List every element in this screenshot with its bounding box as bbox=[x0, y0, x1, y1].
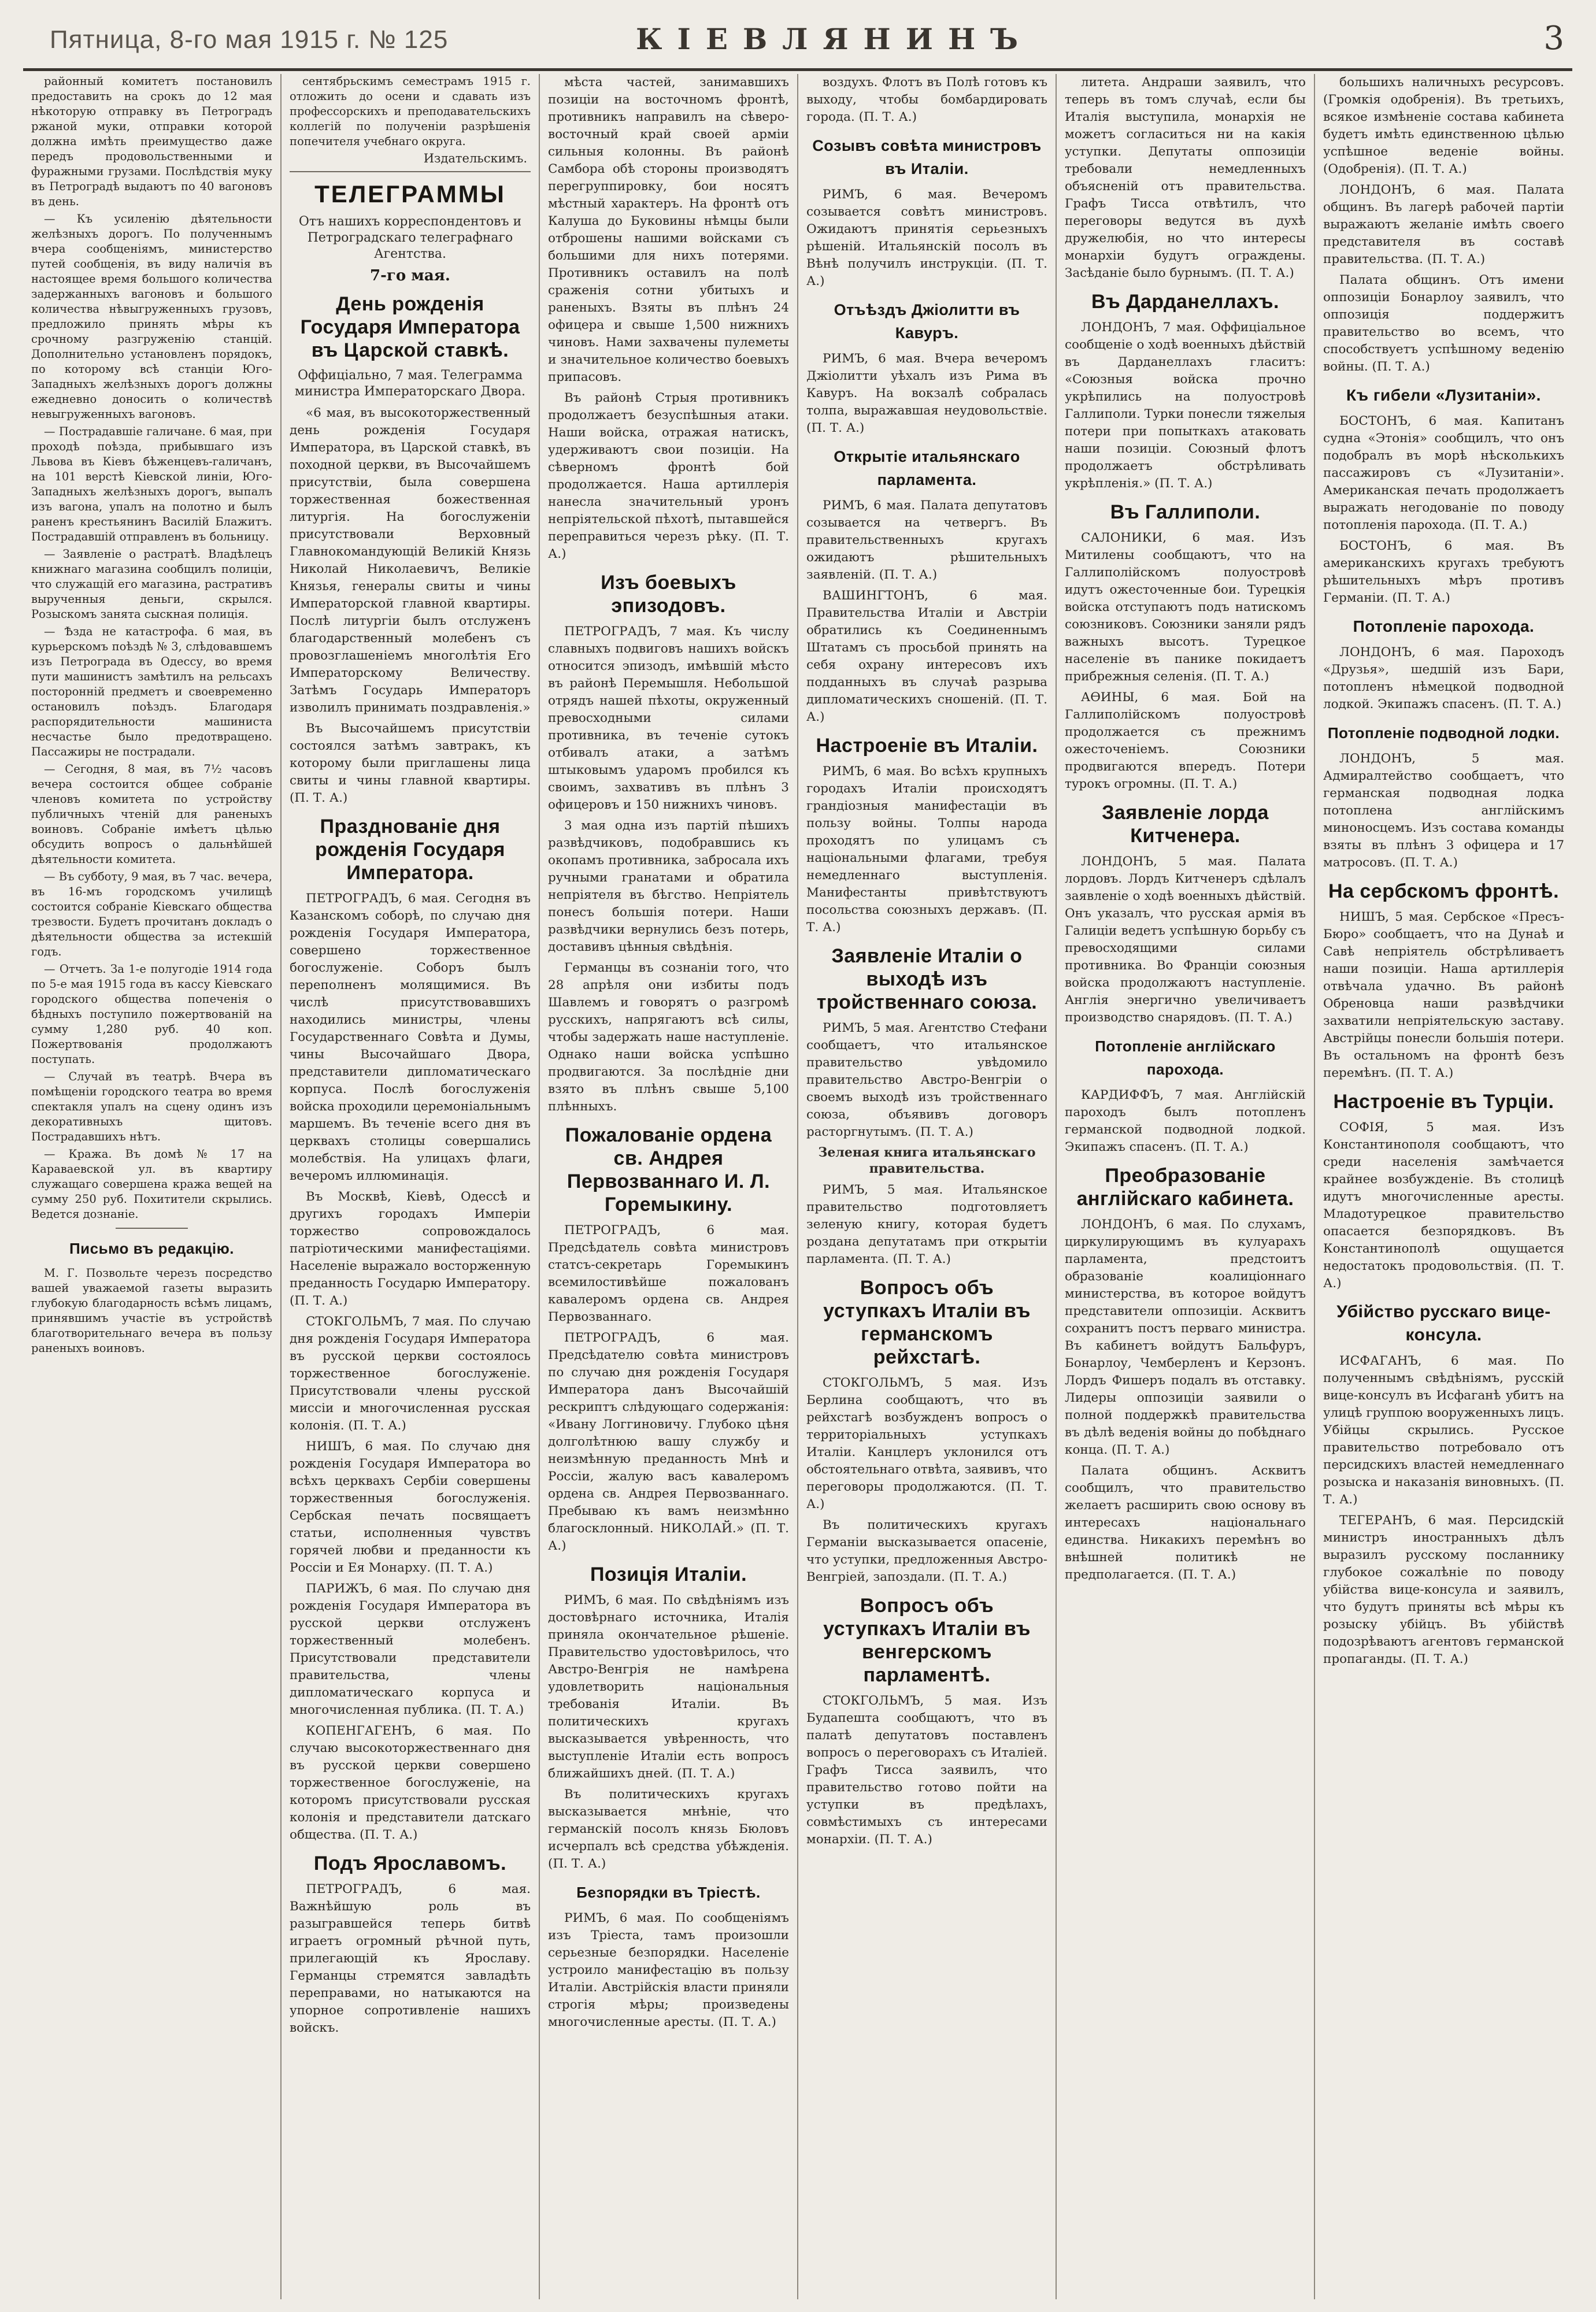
headline: Потопленіе подводной лодки. bbox=[1327, 724, 1560, 742]
article-paragraph: — Случай въ театрѣ. Вчера въ помѣщеніи городского театра во время спектакля упалъ на сцену одинъ изъ декоративныхъ щитовъ. Пострадавшихъ нѣтъ. bbox=[31, 1070, 272, 1143]
article-paragraph: РИМЪ, 6 мая. По свѣдѣніямъ изъ достовѣрнаго источника, Италія приняла окончательное рѣшеніе. Правительство удостовѣрилось, что Австро-Венгрія не намѣрена удовлетворить національныя требованія Италіи. Въ политическихъ кругахъ высказывается увѣренность, что выступленіе Италіи есть вопросъ ближайшихъ дней. (П. Т. А.) bbox=[548, 1593, 789, 1781]
article-paragraph: Германцы въ сознаніи того, что 28 апрѣля они избиты подъ Шавлемъ и говорятъ о разгромѣ русскихъ, напрягаютъ всѣ силы, чтобы задержать наше наступленіе. Однако наши войска успѣшно продвигаются. За послѣдніе дни взято въ плѣнъ свыше 5,100 плѣнныхъ. bbox=[548, 961, 789, 1114]
article-paragraph: РИМЪ, 6 мая. Вечеромъ созывается совѣтъ министровъ. Ожидаютъ принятія серьезныхъ рѣшеній. Итальянскій посолъ въ Вѣнѣ получилъ инструкціи. (П. Т. А.) bbox=[806, 187, 1047, 288]
subheadline: Зеленая книга итальянскаго правительства. bbox=[818, 1145, 1036, 1176]
article-paragraph: ЛОНДОНЪ, 5 мая. Адмиралтейство сообщаетъ, что германская подводная лодка потоплена англійскимъ миноносцемъ. Изъ состава команды взяты въ плѣнъ 3 офицера и 17 матросовъ. (П. Т. А.) bbox=[1323, 751, 1564, 870]
column-3 bbox=[540, 74, 798, 2299]
article-paragraph: литета. Андраши заявилъ, что теперь въ томъ случаѣ, если бы Италія выступила, монархія не можетъ согласиться ни на какія уступки. Депутаты оппозиціи требовали немедленныхъ объясненій отъ правительства. Графъ Тисса отвѣтилъ, что переговоры ведутся въ духѣ дружелюбія, но что интересы монархіи будутъ ограждены. Засѣданіе было бурнымъ. (П. Т. А.) bbox=[1065, 75, 1306, 280]
article-paragraph: НИШЪ, 6 мая. По случаю дня рожденія Государя Императора во всѣхъ церквахъ Сербіи совершены торжественныя богослуженія. Сербская печать посвящаетъ статьи, исполненныя чувствъ горячей любви и преданности къ Россіи и Ея Монарху. (П. Т. А.) bbox=[290, 1439, 531, 1575]
dateline: 7-го мая. bbox=[370, 267, 450, 284]
headline: Вопросъ объ уступкахъ Италіи въ венгерскомъ парламентѣ. bbox=[823, 1595, 1031, 1686]
article-paragraph: РИМЪ, 6 мая. Палата депутатовъ созывается на четвергъ. Въ правительственныхъ кругахъ ожидаютъ рѣшительныхъ заявленій. (П. Т. А.) bbox=[806, 498, 1047, 582]
headline: Въ Дарданеллахъ. bbox=[1091, 291, 1280, 313]
headline: День рожденія Государя Императора въ Царской ставкѣ. bbox=[300, 293, 520, 361]
article-paragraph: ПЕТРОГРАДЪ, 6 мая. Важнѣйшую роль въ разыгравшейся теперь битвѣ играетъ огромный рѣчной путь, прилегающій къ Ярославу. Германцы стремятся завладѣть переправами, но натыкаются на упорное сопротивленіе нашихъ войскъ. bbox=[290, 1882, 531, 2035]
article-paragraph: — Отчетъ. За 1-е полугодіе 1914 года по 5-е мая 1915 года въ кассу Кіевскаго городского общества попеченія о бѣдныхъ поступило пожертвованій на сумму 1,280 руб. 40 коп. Пожертвованія продолжаютъ поступать. bbox=[31, 962, 272, 1066]
headline: Въ Галлиполи. bbox=[1110, 501, 1261, 523]
divider bbox=[116, 1228, 188, 1229]
column-1 bbox=[23, 74, 282, 2299]
article-paragraph: Палата общинъ. Асквитъ сообщилъ, что правительство желаетъ расширить свою основу въ интересахъ національнаго единства. Никакихъ перемѣнъ во внѣшней политикѣ не предполагается. (П. Т. А.) bbox=[1065, 1463, 1306, 1582]
article-paragraph: — Заявленіе о растратѣ. Владѣлецъ книжнаго магазина сообщилъ полиціи, что служащій его магазина, растративъ вырученныя деньги, скрылся. Розыскомъ занята сыскная полиція. bbox=[31, 547, 272, 621]
headline: Позиція Италіи. bbox=[590, 1563, 747, 1585]
headline: Празднованіе дня рожденія Государя Императора. bbox=[315, 816, 505, 884]
headline: Безпорядки въ Тріестѣ. bbox=[576, 1884, 761, 1901]
article-paragraph: ЛОНДОНЪ, 7 мая. Оффиціальное сообщеніе о ходѣ военныхъ дѣйствій въ Дарданеллахъ гласитъ: «Союзныя войска прочно укрѣпились на полуостровѣ Галлиполи. Турки понесли тяжелыя потери при попыткахъ атаковать наши позиціи. Союзный флотъ продолжаетъ обстрѣливать укрѣпленія.» (П. Т. А.) bbox=[1065, 320, 1306, 491]
article-paragraph: мѣста частей, занимавшихъ позиціи на восточномъ фронтѣ, противникъ направилъ на сѣверо-восточный край своей арміи сильныя колонны. Въ районѣ Самбора обѣ стороны производятъ перегруппировку, бои носятъ мѣстный характеръ. На фронтѣ отъ Калуша до Буковины нѣмцы были отброшены нашими войсками съ большими для нихъ потерями. Противникъ оставилъ на полѣ сраженія сотни убитыхъ и раненыхъ. Взяты въ плѣнъ 24 офицера и свыше 1,500 нижнихъ чиновъ. Нами захвачены пулеметы и значительное количество боевыхъ припасовъ. bbox=[548, 75, 789, 384]
headline: Созывъ совѣта министровъ въ Италіи. bbox=[812, 137, 1042, 177]
headline: Потопленіе англійскаго парохода. bbox=[1095, 1038, 1276, 1078]
article-paragraph: Въ Высочайшемъ присутствіи состоялся затѣмъ завтракъ, къ которому были приглашены лица свиты и чины главной квартиры. (П. Т. А.) bbox=[290, 721, 531, 805]
article-paragraph: большихъ наличныхъ ресурсовъ. (Громкія одобренія). Въ третьихъ, всякое измѣненіе состава кабинета будетъ имѣть единственною цѣлью успѣшное веденіе войны. (Одобренія). (П. Т. А.) bbox=[1323, 75, 1564, 176]
article-paragraph: СТОКГОЛЬМЪ, 5 мая. Изъ Берлина сообщаютъ, что въ рейхстагѣ возбужденъ вопросъ о территоріальныхъ уступкахъ Италіи. Канцлеръ уклонился отъ обстоятельнаго отвѣта, заявивъ, что переговоры продолжаются. (П. Т. А.) bbox=[806, 1376, 1047, 1511]
article-paragraph: ПЕТРОГРАДЪ, 7 мая. Къ числу славныхъ подвиговъ нашихъ войскъ относится эпизодъ, имѣвшій мѣсто въ районѣ Перемышля. Небольшой отрядъ нашей пѣхоты, окруженный превосходными силами противника, въ теченіе сутокъ отбивалъ атаки, а затѣмъ штыковымъ ударомъ пробился къ своимъ, захвативъ въ плѣнъ 3 офицеровъ и 150 нижнихъ чиновъ. bbox=[548, 624, 789, 812]
section-title: ТЕЛЕГРАММЫ bbox=[314, 180, 506, 208]
headline: Изъ боевыхъ эпизодовъ. bbox=[601, 572, 736, 617]
article-paragraph: ЛОНДОНЪ, 6 мая. Пароходъ «Друзья», шедшій изъ Бари, потопленъ нѣмецкой подводной лодкой. Экипажъ спасенъ. (П. Т. А.) bbox=[1323, 645, 1564, 712]
article-paragraph: СОФІЯ, 5 мая. Изъ Константинополя сообщаютъ, что среди населенія замѣчается крайнее возбужденіе. Въ столицѣ идутъ многочисленные аресты. Младотурецкое правительство опасается безпорядковъ. Въ Константинополѣ ощущается недостатокъ продовольствія. (П. Т. А.) bbox=[1323, 1120, 1564, 1291]
article-paragraph: Въ районѣ Стрыя противникъ продолжаетъ безуспѣшныя атаки. Наши войска, отражая натискъ, удерживаютъ свои позиціи. На сѣверномъ фронтѣ бой продолжается. Наша артиллерія нанесла значительный уронъ непріятельской пѣхотѣ, пытавшейся переправиться черезъ рѣку. (П. Т. А.) bbox=[548, 391, 789, 561]
headline: Потопленіе парохода. bbox=[1353, 617, 1535, 635]
article-paragraph: — Въ субботу, 9 мая, въ 7 час. вечера, въ 16-мъ городскомъ училищѣ состоится собраніе Кіевскаго общества трезвости. Будетъ прочитанъ докладъ о дѣятельности общества за истекшій годъ. bbox=[31, 870, 272, 958]
article-paragraph: — Къ усиленію дѣятельности желѣзныхъ дорогъ. По полученнымъ вчера сообщеніямъ, министерство путей сообщенія, въ виду наличія въ настоящее время большого количества задержанныхъ вагоновъ и большого количества нѣвыгруженныхъ грузовъ, предложило принять мѣры къ срочному разгруженію станцій. Дополнительно установленъ порядокъ, по которому всѣ станціи Юго-Западныхъ желѣзныхъ дорогъ должны ежедневно доносить о количествѣ невыгруженныхъ вагоновъ. bbox=[31, 212, 272, 421]
headline: Открытіе итальянскаго парламента. bbox=[834, 448, 1020, 488]
article-paragraph: Въ политическихъ кругахъ Германіи высказывается опасеніе, что уступки, предложенныя Австро-Венгріей, запоздали. (П. Т. А.) bbox=[806, 1518, 1047, 1584]
article-paragraph: районный комитетъ постановилъ предоставить на срокъ до 12 мая нѣкоторую отправку въ Петроградъ ржаной муки, отправки которой должна имѣть преимущество даже передъ продовольственными и фуражными грузами. Послѣдствія муку въ Петроградѣ выдаютъ по 40 вагоновъ въ день. bbox=[31, 75, 272, 208]
article-paragraph: — Сегодня, 8 мая, въ 7½ часовъ вечера состоится общее собраніе членовъ комитета по устройству публичныхъ чтеній для раненыхъ воиновъ. Собраніе имѣетъ цѣлью обсудить вопросъ о дальнѣйшей дѣятельности комитета. bbox=[31, 762, 272, 866]
article-paragraph: КОПЕНГАГЕНЪ, 6 мая. По случаю высокоторжественнаго дня въ русской церкви совершено торжественное богослуженіе, на которомъ присутствовали русская колонія и представители датскаго общества. (П. Т. А.) bbox=[290, 1724, 531, 1842]
headline: Заявленіе лорда Китченера. bbox=[1102, 802, 1269, 847]
article-paragraph: РИМЪ, 6 мая. По сообщеніямъ изъ Тріеста, тамъ произошли серьезные безпорядки. Населеніе устроило манифестацію въ пользу Италіи. Австрійскія власти приняли строгія мѣры; произведены многочисленные аресты. (П. Т. А.) bbox=[548, 1911, 789, 2029]
headline: Подъ Ярославомъ. bbox=[313, 1852, 507, 1874]
headline: Настроеніе въ Италіи. bbox=[816, 735, 1038, 757]
divider bbox=[290, 171, 531, 172]
article-paragraph: ЛОНДОНЪ, 5 мая. Палата лордовъ. Лордъ Китченеръ сдѣлалъ заявленіе о ходѣ военныхъ дѣйствій. Онъ указалъ, что русская армія въ Галиціи ведетъ успѣшную борьбу съ превосходящими силами противника. Во Франціи союзныя войска продолжаютъ наступленіе. Англія энергично увеличиваетъ производство снарядовъ. (П. Т. А.) bbox=[1065, 854, 1306, 1025]
article-paragraph: АѲИНЫ, 6 мая. Бой на Галлиполійскомъ полуостровѣ продолжается съ прежнимъ ожесточеніемъ. Союзники продвигаются впередъ. Потери турокъ огромны. (П. Т. А.) bbox=[1065, 690, 1306, 791]
column-6 bbox=[1315, 74, 1572, 2299]
letter-heading: Письмо въ редакцію. bbox=[69, 1240, 235, 1257]
article-paragraph: НИШЪ, 5 мая. Сербское «Пресъ-Бюро» сообщаетъ, что на Дунаѣ и Савѣ непріятель обстрѣливаетъ наши позиціи. Наша артиллерія отвѣчала удачно. Въ районѣ Обреновца наши развѣдчики захватили непріятельскую заставу. Австрійцы понесли большія потери. Въ остальномъ на фронтѣ безъ перемѣнъ. (П. Т. А.) bbox=[1323, 910, 1564, 1080]
article-paragraph: РИМЪ, 5 мая. Итальянское правительство подготовляетъ зеленую книгу, которая будетъ роздана депутатамъ при открытіи парламента. (П. Т. А.) bbox=[806, 1183, 1047, 1266]
article-paragraph: сентябрьскимъ семестрамъ 1915 г. отложить до осени и сдавать изъ профессорскихъ и преподавательскихъ коллегій по полученіи разрѣшенія попечителя учебнаго округа. bbox=[290, 75, 531, 148]
article-paragraph: воздухъ. Флотъ въ Полѣ готовъ къ выходу, чтобы бомбардировать города. (П. Т. А.) bbox=[806, 75, 1047, 124]
article-paragraph: — Пострадавшіе галичане. 6 мая, при проходѣ поѣзда, прибывшаго изъ Львова въ Кіевъ бѣженцевъ-галичанъ, на 101 верстѣ Кіевской линіи, Юго-Западныхъ желѣзныхъ дорогъ, выпалъ изъ вагона, упалъ на полотно и былъ раненъ крестьянинъ Василій Блажитъ. Пострадавшій отправленъ въ больницу. bbox=[31, 425, 272, 543]
headline: Преобразованіе англійскаго кабинета. bbox=[1076, 1165, 1294, 1210]
article-paragraph: БОСТОНЪ, 6 мая. Капитанъ судна «Этонія» сообщилъ, что онъ подобралъ въ морѣ нѣсколькихъ пассажировъ съ «Лузитаніи». Американская печать продолжаетъ выражать негодованіе по поводу потопленія парохода. (П. Т. А.) bbox=[1323, 414, 1564, 532]
headline: Настроеніе въ Турціи. bbox=[1333, 1091, 1554, 1113]
column-5 bbox=[1057, 74, 1315, 2299]
article-paragraph: РИМЪ, 6 мая. Во всѣхъ крупныхъ городахъ Италіи происходятъ грандіозныя манифестаціи въ пользу войны. Толпы народа проходятъ по улицамъ съ національными флагами, требуя немедленнаго выступленія. Манифестанты привѣтствуютъ посольства союзныхъ державъ. (П. Т. А.) bbox=[806, 764, 1047, 935]
article-paragraph: РИМЪ, 6 мая. Вчера вечеромъ Джіолитти уѣхалъ изъ Рима въ Кавуръ. На вокзалѣ собралась толпа, выражавшая неудовольствіе. (П. Т. А.) bbox=[806, 351, 1047, 435]
article-paragraph: ПЕТРОГРАДЪ, 6 мая. Предсѣдателю совѣта министровъ по случаю дня рожденія Государя Императора данъ Высочайшій рескриптъ слѣдующаго содержанія: «Ивану Логгиновичу. Глубоко цѣня долголѣтнюю вашу службу и неизмѣнную преданность Мнѣ и Россіи, жалую васъ кавалеромъ ордена св. Андрея Первозваннаго. Пребываю къ вамъ неизмѣнно благосклонный. НИКОЛАЙ.» (П. Т. А.) bbox=[548, 1331, 789, 1553]
article-paragraph: «6 мая, въ высокоторжественный день рожденія Государя Императора, въ Царской ставкѣ, въ походной церкви, въ Высочайшемъ присутствіи, была совершена торжественная божественная литургія. На богослуженіи присутствовали Верховный Главнокомандующій Великій Князь Николай Николаевичъ, Великіе Князья, генералы свиты и чины Императорской главной квартиры. Послѣ литургіи былъ отслуженъ благодарственный молебенъ съ провозглашеніемъ многолѣтія Его Императорскому Величеству. Затѣмъ Государь Императоръ изволилъ принимать поздравленія.» bbox=[290, 406, 531, 715]
letter-paragraph: М. Г. Позвольте черезъ посредство вашей уважаемой газеты выразить глубокую благодарность всѣмъ лицамъ, принявшимъ участіе въ устройствѣ благотворительнаго вечера въ пользу раненыхъ воиновъ. bbox=[31, 1266, 272, 1355]
section-subtitle: Отъ нашихъ корреспондентовъ и Петроградскаго телеграфнаго Агентства. bbox=[298, 214, 522, 261]
article-paragraph: ВАШИНГТОНЪ, 6 мая. Правительства Италіи и Австріи обратились къ Соединеннымъ Штатамъ съ просьбой принять на себя охрану интересовъ ихъ подданныхъ въ случаѣ разрыва дипломатическихъ сношеній. (П. Т. А.) bbox=[806, 588, 1047, 724]
article-paragraph: ТЕГЕРАНЪ, 6 мая. Персидскій министръ иностранныхъ дѣлъ выразилъ русскому посланнику глубокое сожалѣніе по поводу убійства вице-консула и заявилъ, что будутъ приняты всѣ мѣры къ розыску убійцъ. Въ убійствѣ подозрѣваютъ агентовъ германской пропаганды. (П. Т. А.) bbox=[1323, 1513, 1564, 1666]
article-paragraph: — Кража. Въ домѣ № 17 на Караваевской ул. въ квартиру служащаго совершена кража вещей на сумму 250 руб. Похитители скрылись. Ведется дознаніе. bbox=[31, 1147, 272, 1221]
masthead bbox=[23, 20, 1572, 71]
columns bbox=[23, 74, 1572, 2299]
article-paragraph: РИМЪ, 5 мая. Агентство Стефани сообщаетъ, что итальянское правительство увѣдомило правительство Австро-Венгріи о своемъ выходѣ изъ тройственнаго союза, объявивъ договоръ расторгнутымъ. (П. Т. А.) bbox=[806, 1021, 1047, 1139]
issue-date: Пятница, 8-го мая 1915 г. № 125 bbox=[50, 25, 449, 54]
article-paragraph: КАРДИФФЪ, 7 мая. Англійскій пароходъ былъ потопленъ германской подводной лодкой. Экипажъ спасенъ. (П. Т. А.) bbox=[1065, 1088, 1306, 1154]
headline: Вопросъ объ уступкахъ Италіи въ германскомъ рейхстагѣ. bbox=[823, 1277, 1031, 1368]
article-paragraph: ИСФАГАНЪ, 6 мая. По полученнымъ свѣдѣніямъ, русскій вице-консулъ въ Исфаганѣ убитъ на улицѣ группою вооруженныхъ лицъ. Убійцы скрылись. Русское правительство потребовало отъ персидскихъ властей немедленнаго розыска и наказанія виновныхъ. (П. Т. А.) bbox=[1323, 1354, 1564, 1507]
article-paragraph: СТОКГОЛЬМЪ, 5 мая. Изъ Будапешта сообщаютъ, что въ палатѣ депутатовъ поставленъ вопросъ о переговорахъ съ Италіей. Графъ Тисса заявилъ, что правительство готово пойти на уступки въ предѣлахъ, совмѣстимыхъ съ интересами монархіи. (П. Т. А.) bbox=[806, 1694, 1047, 1847]
column-2 bbox=[282, 74, 540, 2299]
article-paragraph: БОСТОНЪ, 6 мая. Въ американскихъ кругахъ требуютъ рѣшительныхъ мѣръ противъ Германіи. (П. Т. А.) bbox=[1323, 539, 1564, 605]
article-paragraph: ПАРИЖЪ, 6 мая. По случаю дня рожденія Государя Императора въ русской церкви отслуженъ торжественный молебенъ. Присутствовали представители правительства, члены дипломатическаго корпуса и многочисленная публика. (П. Т. А.) bbox=[290, 1581, 531, 1717]
article-paragraph: ЛОНДОНЪ, 6 мая. По слухамъ, циркулирующимъ въ кулуарахъ парламента, предстоитъ образованіе коалиціоннаго министерства, въ которое войдутъ представители оппозиціи. Асквитъ сохранитъ постъ перваго министра. Въ кабинетъ войдутъ Бальфуръ, Бонарлоу, Чемберленъ и Керзонъ. Лордъ Фишеръ подалъ въ отставку. Лидеры оппозиціи заявили о полной поддержкѣ правительства въ дѣлѣ веденія войны до побѣднаго конца. (П. Т. А.) bbox=[1065, 1217, 1306, 1457]
article-paragraph: Палата общинъ. Отъ имени оппозиціи Бонарлоу заявилъ, что оппозиція поддержитъ правительство во всемъ, что способствуетъ успѣшному веденію войны. (П. Т. А.) bbox=[1323, 273, 1564, 374]
article-paragraph: 3 мая одна изъ партій пѣшихъ развѣдчиковъ, подобравшись къ окопамъ противника, забросала ихъ ручными гранатами и обратила непріятеля въ бѣгство. Непріятель понесъ большія потери. Наши развѣдчики вернулись безъ потерь, доставивъ цѣнныя свѣдѣнія. bbox=[548, 818, 789, 954]
article-paragraph: ПЕТРОГРАДЪ, 6 мая. Сегодня въ Казанскомъ соборѣ, по случаю дня рожденія Государя Императора, совершено торжественное богослуженіе. Соборъ былъ переполненъ молящимися. Въ числѣ присутствовавшихъ находились министры, члены Государственнаго Совѣта и Думы, чины Высочайшаго Двора, представители дипломатическаго корпуса. Послѣ богослуженія войска проходили церемоніальнымъ маршемъ. Въ теченіе всего дня въ церквахъ столицы совершались молебствія. На улицахъ флаги, вечеромъ иллюминація. bbox=[290, 891, 531, 1183]
article-paragraph: Въ Москвѣ, Кіевѣ, Одессѣ и другихъ городахъ Имперіи торжество сопровождалось патріотическими манифестаціями. Населеніе выражало восторженную преданность Государю Императору. (П. Т. А.) bbox=[290, 1190, 531, 1308]
headline: На сербскомъ фронтѣ. bbox=[1328, 880, 1560, 902]
headline: Отъѣздъ Джіолитти въ Кавуръ. bbox=[834, 301, 1020, 342]
article-paragraph: — Ѣзда не катастрофа. 6 мая, въ курьерскомъ поѣздѣ № 3, слѣдовавшемъ изъ Петрограда въ Одессу, во время пути машинистъ замѣтилъ на рельсахъ посторонній предметъ и своевременно остановилъ поѣздъ. Благодаря распорядительности машиниста несчастье было предотвращено. Пассажиры не пострадали. bbox=[31, 625, 272, 758]
page-number: 3 bbox=[1543, 20, 1564, 57]
headline: Убійство русскаго вице-консула. bbox=[1336, 1302, 1551, 1344]
headline: Къ гибели «Лузитаніи». bbox=[1346, 386, 1541, 404]
article-signoff: Издательскимъ. bbox=[423, 151, 527, 165]
headline-note: Оффиціально, 7 мая. Телеграмма министра Императорскаго Двора. bbox=[294, 368, 526, 399]
article-paragraph: ЛОНДОНЪ, 6 мая. Палата общинъ. Въ лагерѣ рабочей партіи выражаютъ желаніе имѣть своего представителя въ составѣ правительства. (П. Т. А.) bbox=[1323, 183, 1564, 266]
article-paragraph: ПЕТРОГРАДЪ, 6 мая. Предсѣдатель совѣта министровъ статсъ-секретарь Горемыкинъ всемилостивѣйше пожалованъ кавалеромъ ордена св. Андрея Первозваннаго. bbox=[548, 1223, 789, 1324]
article-paragraph: САЛОНИКИ, 6 мая. Изъ Митилены сообщаютъ, что на Галлиполійскомъ полуостровѣ идутъ ожесточенные бои. Турецкія войска отступаютъ подъ натискомъ союзниковъ. Союзники заняли рядъ важныхъ высотъ. Турецкое населеніе въ панике покидаетъ прибрежныя селенія. (П. Т. А.) bbox=[1065, 531, 1306, 684]
headline: Пожалованіе ордена св. Андрея Первозваннаго И. Л. Горемыкину. bbox=[565, 1124, 772, 1216]
newspaper-title: КІЕВЛЯНИНЪ bbox=[636, 22, 1034, 56]
column-4 bbox=[798, 74, 1057, 2299]
headline: Заявленіе Италіи о выходѣ изъ тройственнаго союза. bbox=[816, 945, 1038, 1013]
article-paragraph: СТОКГОЛЬМЪ, 7 мая. По случаю дня рожденія Государя Императора въ русской церкви состоялось торжественное богослуженіе. Присутствовали члены русской миссіи и многочисленная русская колонія. (П. Т. А.) bbox=[290, 1314, 531, 1433]
article-paragraph: Въ политическихъ кругахъ высказывается мнѣніе, что германскій посолъ князь Бюловъ исчерпалъ всѣ средства убѣжденія. (П. Т. А.) bbox=[548, 1787, 789, 1871]
